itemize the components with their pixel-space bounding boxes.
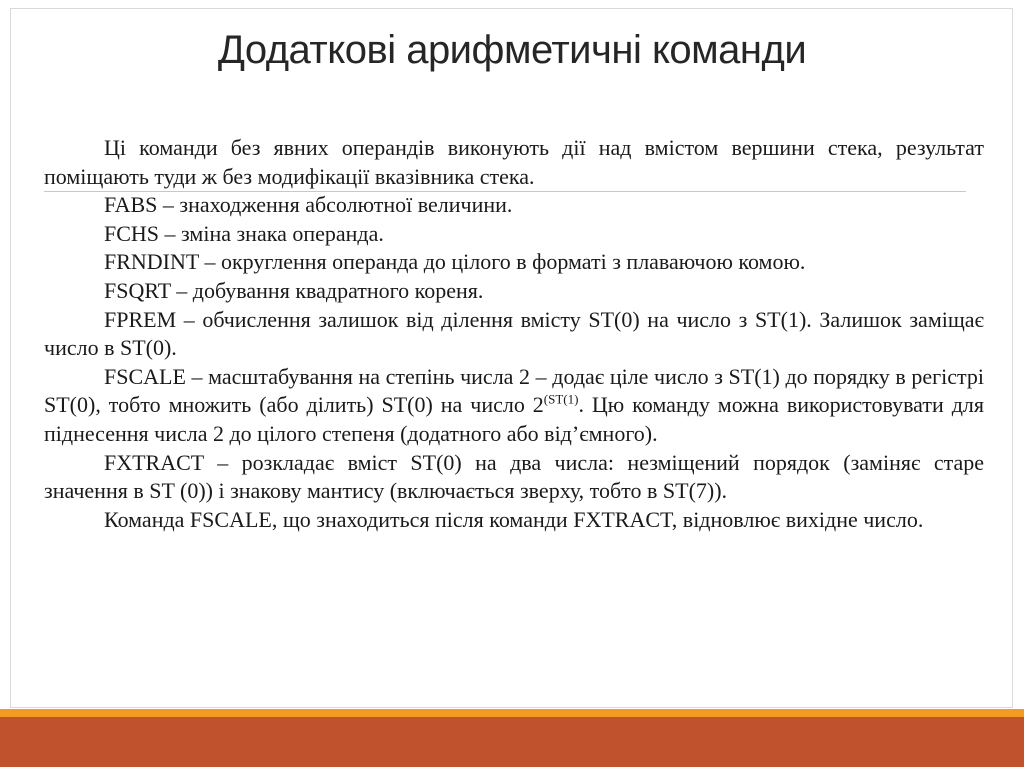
paragraph-intro: Ці команди без явних операндів виконують дії над вмістом вершини стека, результат поміщають туди ж без модифікації вказівника стека.: [44, 135, 984, 189]
paragraph-fscale: [44, 363, 984, 449]
slide-title: Додаткові арифметичні команди: [217, 28, 807, 72]
slide-body: [44, 134, 984, 534]
paragraph-conclusion: Команда FSCALE, що знаходиться після команди FXTRACT, відновлює вихідне число.: [104, 506, 924, 532]
fscale-superscript: (ST(1): [543, 392, 579, 408]
paragraph-fchs: FCHS – зміна знака операнда.: [104, 220, 384, 246]
paragraph-fabs: FABS – знаходження абсолютної величини.: [104, 192, 513, 218]
paragraph-fprem: FPREM – обчислення залишок від ділення вмісту ST(0) на число з ST(1). Залишок заміщає число в ST(0).: [44, 306, 984, 361]
paragraph-fsqrt: FSQRT – добування квадратного кореня.: [104, 277, 484, 303]
paragraph-frndint: FRNDINT – округлення операнда до цілого в форматі з плаваючою комою.: [104, 249, 806, 275]
bottom-accent-bar: [0, 717, 1024, 767]
bottom-accent-stripe: [0, 709, 1024, 717]
paragraph-fxtract: FXTRACT – розкладає вміст ST(0) на два числа: незміщений порядок (заміняє старе значення в ST (0)) і знакову мантису (включається зверху, тобто в ST(7)).: [44, 449, 984, 504]
fscale-text-before: FSCALE – масштабування на степінь числа 2 – додає ціле число з ST(1) до порядку в регістрі ST(0), тобто множить (або ділить) ST(0) на число 2: [44, 363, 984, 418]
fscale-text-after: . Цю команду можна використовувати для піднесення числа 2 до цілого степеня (додатного або від’ємного).: [44, 392, 985, 446]
